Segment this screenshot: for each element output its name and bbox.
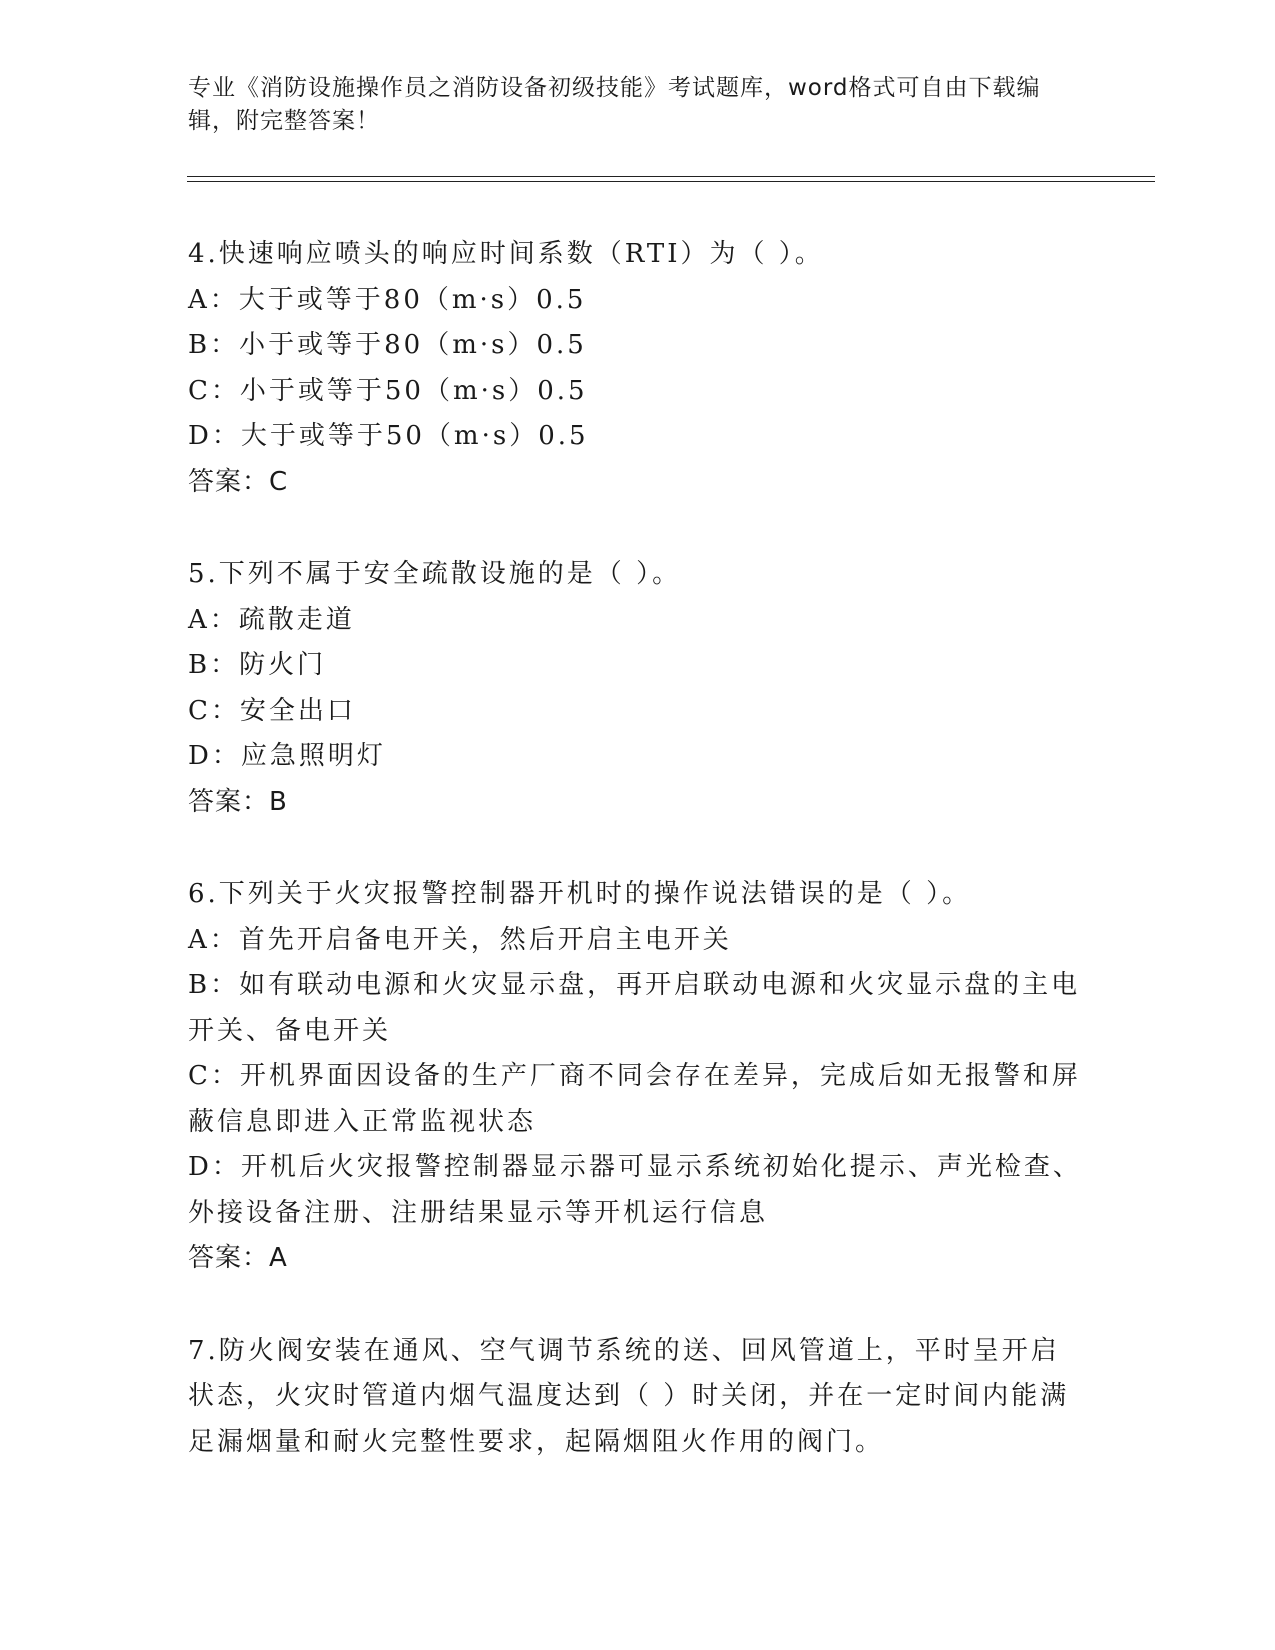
option-d: D：大于或等于50（m·s）0.5: [188, 421, 589, 451]
option-a: A：大于或等于80（m·s）0.5: [188, 284, 587, 315]
question-stem: 7.防火阀安装在通风、空气调节系统的送、回风管道上，平时呈开启状态，火灾时管道内烟气温度达到（ ）时关闭，并在一定时间内能满足漏烟量和耐火完整性要求，起隔烟阻火作用的阀门。: [188, 1335, 1070, 1457]
answer-label: 答案：B: [188, 786, 288, 817]
question-5: [188, 552, 1088, 825]
question-stem: 5.下列不属于安全疏散设施的是（ ）。: [188, 559, 682, 589]
option-d: D：开机后火灾报警控制器显示器可显示系统初始化提示、声光检查、外接设备注册、注册结果显示等开机运行信息: [188, 1152, 1082, 1228]
option-d: D：应急照明灯: [188, 741, 386, 771]
question-list: [188, 232, 1088, 1512]
answer-label: 答案：C: [188, 466, 289, 497]
option-c: C：小于或等于50（m·s）0.5: [188, 375, 588, 406]
option-b: B：防火门: [188, 650, 327, 680]
option-c: C：安全出口: [188, 695, 356, 726]
question-stem: 4.快速响应喷头的响应时间系数（RTI）为（ ）。: [188, 239, 824, 269]
option-b: B：如有联动电源和火灾显示盘，再开启联动电源和火灾显示盘的主电开关、备电开关: [188, 970, 1081, 1046]
document-header: 专业《消防设施操作员之消防设备初级技能》考试题库，word格式可自由下载编辑，附完整答案！: [188, 75, 1041, 134]
header-divider-bottom: [187, 181, 1155, 182]
question-6: [188, 872, 1088, 1282]
option-c: C：开机界面因设备的生产厂商不同会存在差异，完成后如无报警和屏蔽信息即进入正常监视状态: [188, 1061, 1081, 1137]
header-divider-top: [187, 176, 1155, 177]
question-7: [188, 1329, 1088, 1466]
option-a: A：疏散走道: [188, 604, 355, 635]
question-4: [188, 232, 1088, 505]
option-a: A：首先开启备电开关，然后开启主电开关: [188, 924, 732, 955]
question-stem: 6.下列关于火灾报警控制器开机时的操作说法错误的是（ ）。: [188, 879, 972, 909]
option-b: B：小于或等于80（m·s）0.5: [188, 330, 587, 360]
answer-label: 答案：A: [188, 1243, 288, 1273]
